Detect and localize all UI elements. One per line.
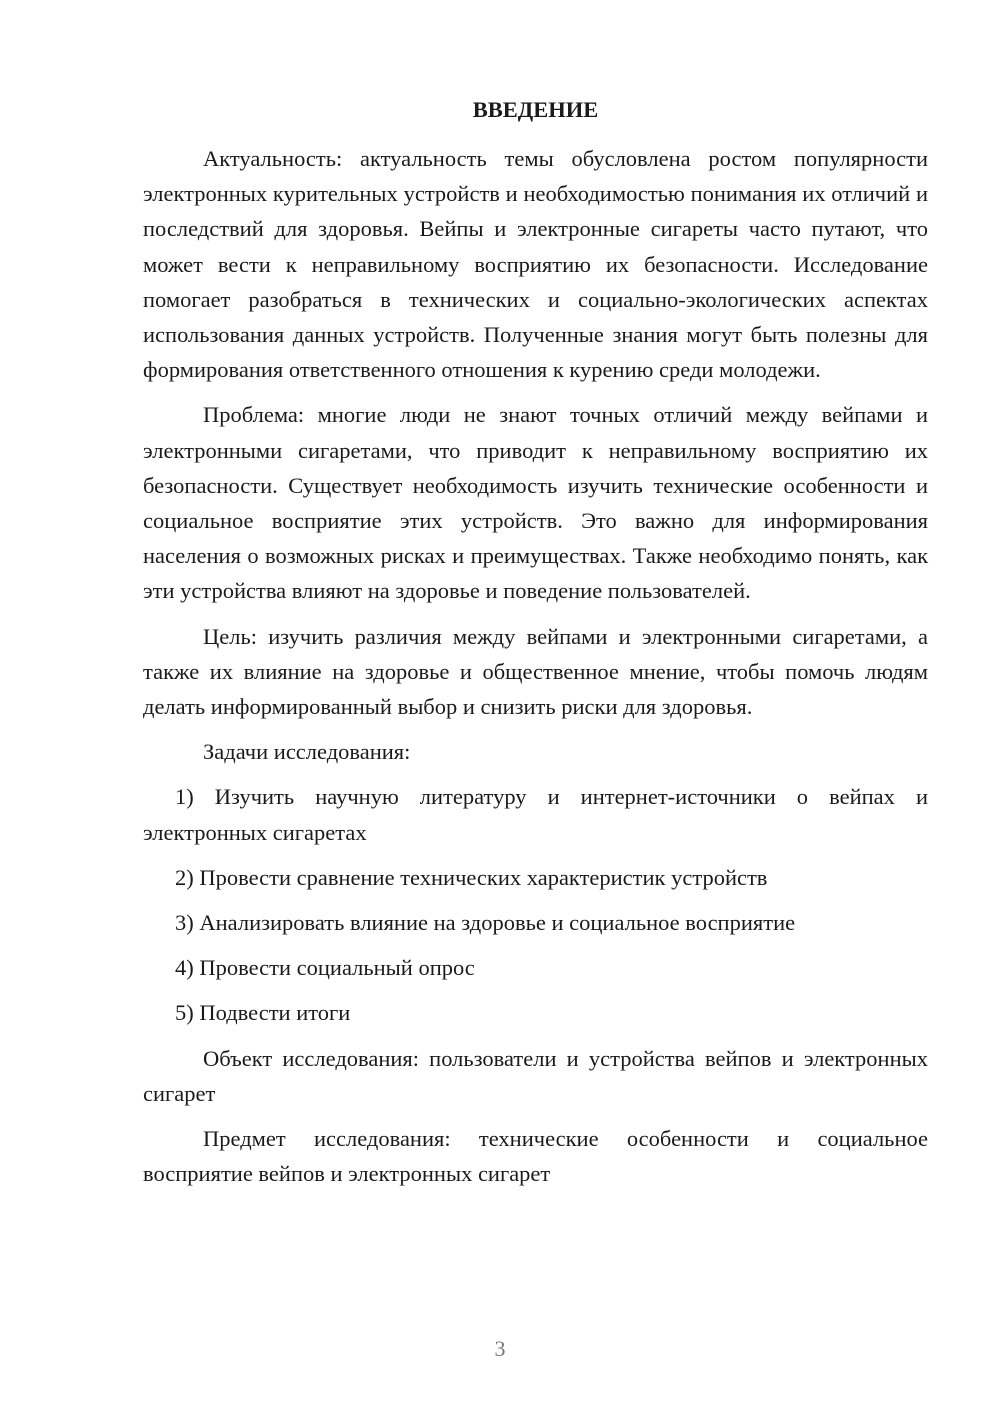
paragraph-subject: Предмет исследования: технические особенности и социальное восприятие вейпов и электронных сигарет <box>143 1126 928 1187</box>
task-item: 3) Анализировать влияние на здоровье и социальное восприятие <box>175 910 796 936</box>
paragraph-relevance: Актуальность: актуальность темы обусловлена ростом популярности электронных курительных устройств и необходимостью понимания их отличий и последствий для здоровья. Вейпы и электронные сигареты часто путают, что может вести к неправильному восприятию их безопасности. Исследование помогает разобраться в технических и социально-экологических аспектах использования данных устройств. Полученные знания могут быть полезны для формирования ответственного отношения к курению среди молодежи. <box>143 146 928 383</box>
paragraph-object: Объект исследования: пользователи и устройства вейпов и электронных сигарет <box>143 1045 928 1106</box>
tasks-heading: Задачи исследования: <box>203 739 411 765</box>
page-number: 3 <box>494 1336 506 1361</box>
task-item: 4) Провести социальный опрос <box>175 955 475 981</box>
task-item: 2) Провести сравнение технических характеристик устройств <box>175 864 768 890</box>
task-item: 1) Изучить научную литературу и интернет-источники о вейпах и электронных сигаретах <box>143 784 928 845</box>
task-item: 5) Подвести итоги <box>175 1000 351 1026</box>
page-content <box>143 92 928 1191</box>
paragraph-goal: Цель: изучить различия между вейпами и электронными сигаретами, а также их влияние на здоровье и общественное мнение, чтобы помочь людям делать информированный выбор и снизить риски для здоровья. <box>143 623 928 720</box>
page-title: ВВЕДЕНИЕ <box>472 97 599 122</box>
paragraph-problem: Проблема: многие люди не знают точных отличий между вейпами и электронными сигаретами, что приводит к неправильному восприятию их безопасности. Существует необходимость изучить технические особенности и социальное восприятие этих устройств. Это важно для информирования населения о возможных рисках и преимуществах. Также необходимо понять, как эти устройства влияют на здоровье и поведение пользователей. <box>143 402 928 604</box>
